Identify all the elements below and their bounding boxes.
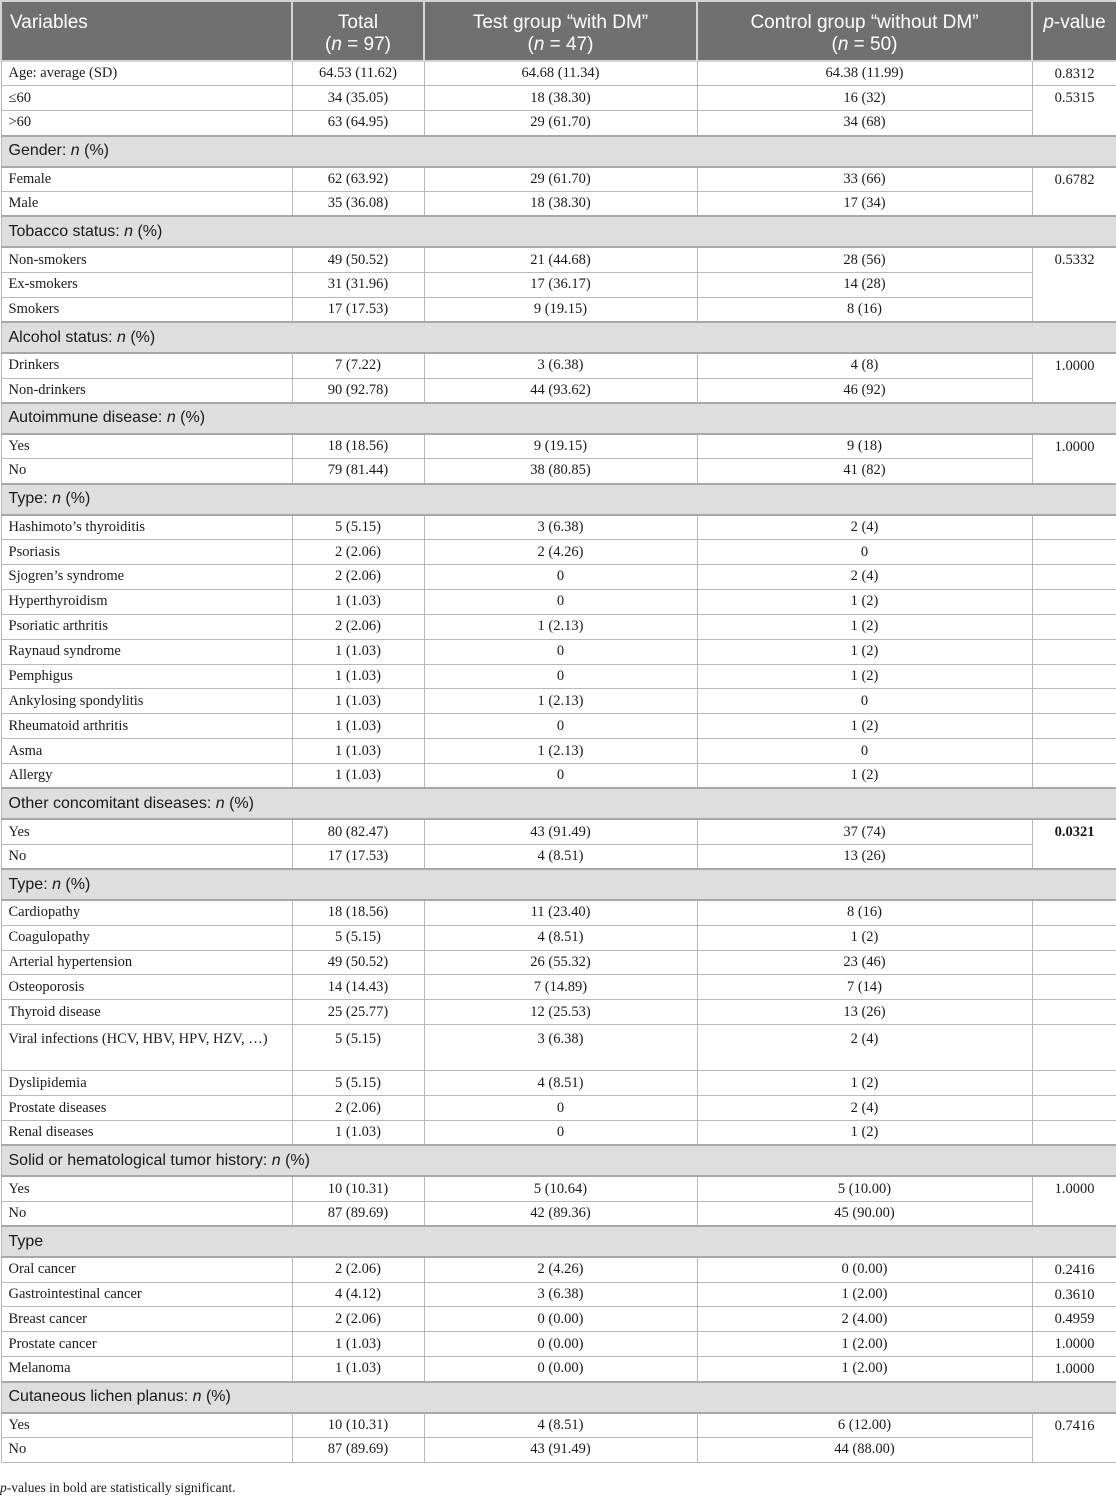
p-value-cell: 1.0000 — [1032, 1176, 1116, 1226]
total-cell: 1 (1.03) — [292, 639, 424, 664]
table-row — [1, 1332, 1116, 1357]
section-header-row — [1, 403, 1116, 434]
total-cell: 49 (50.52) — [292, 247, 424, 272]
table-row — [1, 1438, 1116, 1463]
test-group-cell: 3 (6.38) — [424, 353, 697, 378]
header-variables: Variables — [1, 1, 292, 61]
total-cell: 10 (10.31) — [292, 1176, 424, 1201]
total-cell: 17 (17.53) — [292, 844, 424, 869]
row-label: No — [1, 459, 292, 484]
row-label: Yes — [1, 434, 292, 459]
p-value-cell: 0.8312 — [1032, 61, 1116, 86]
row-label: Breast cancer — [1, 1307, 292, 1332]
row-label: Male — [1, 192, 292, 217]
section-header-row — [1, 869, 1116, 900]
test-group-cell: 0 — [424, 639, 697, 664]
total-cell: 1 (1.03) — [292, 1332, 424, 1357]
control-group-cell: 0 — [697, 739, 1032, 764]
p-value-cell — [1032, 1071, 1116, 1096]
section-header-row — [1, 216, 1116, 247]
total-cell: 87 (89.69) — [292, 1438, 424, 1463]
total-cell: 4 (4.12) — [292, 1282, 424, 1307]
total-cell: 2 (2.06) — [292, 564, 424, 589]
table-row — [1, 739, 1116, 764]
p-value-cell — [1032, 739, 1116, 764]
row-label: Allergy — [1, 764, 292, 789]
control-group-cell: 28 (56) — [697, 247, 1032, 272]
control-group-cell: 2 (4.00) — [697, 1307, 1032, 1332]
control-group-cell: 2 (4) — [697, 1096, 1032, 1121]
total-cell: 2 (2.06) — [292, 1257, 424, 1282]
table-row — [1, 1201, 1116, 1226]
control-group-cell: 16 (32) — [697, 86, 1032, 111]
control-group-cell: 13 (26) — [697, 844, 1032, 869]
total-cell: 62 (63.92) — [292, 167, 424, 192]
test-group-cell: 4 (8.51) — [424, 1413, 697, 1438]
total-cell: 18 (18.56) — [292, 900, 424, 925]
control-group-cell: 8 (16) — [697, 297, 1032, 322]
table-row — [1, 86, 1116, 111]
table-row — [1, 925, 1116, 950]
row-label: Oral cancer — [1, 1257, 292, 1282]
row-label: Hashimoto’s thyroiditis — [1, 515, 292, 540]
row-label: Cardiopathy — [1, 900, 292, 925]
test-group-cell: 2 (4.26) — [424, 540, 697, 565]
p-value-cell: 0.7416 — [1032, 1413, 1116, 1463]
total-cell: 1 (1.03) — [292, 1357, 424, 1382]
table-row — [1, 844, 1116, 869]
control-group-cell: 9 (18) — [697, 434, 1032, 459]
test-group-cell: 38 (80.85) — [424, 459, 697, 484]
total-cell: 5 (5.15) — [292, 1025, 424, 1071]
p-value-cell — [1032, 714, 1116, 739]
table-row — [1, 1000, 1116, 1025]
total-cell: 1 (1.03) — [292, 739, 424, 764]
table-footnote: p-values in bold are statistically significant. — [0, 1480, 236, 1495]
row-label: Yes — [1, 1413, 292, 1438]
section-label: Alcohol status: n (%) — [1, 322, 1116, 353]
table-row — [1, 247, 1116, 272]
section-header-row — [1, 1145, 1116, 1176]
p-value-cell — [1032, 900, 1116, 925]
p-value-cell — [1032, 1096, 1116, 1121]
header-p-value: p-value — [1032, 1, 1116, 61]
control-group-cell: 2 (4) — [697, 515, 1032, 540]
control-group-cell: 34 (68) — [697, 111, 1032, 136]
total-cell: 2 (2.06) — [292, 540, 424, 565]
total-cell: 18 (18.56) — [292, 434, 424, 459]
test-group-cell: 5 (10.64) — [424, 1176, 697, 1201]
test-group-cell: 29 (61.70) — [424, 111, 697, 136]
row-label: No — [1, 1201, 292, 1226]
test-group-cell: 44 (93.62) — [424, 378, 697, 403]
total-cell: 1 (1.03) — [292, 664, 424, 689]
section-label: Gender: n (%) — [1, 136, 1116, 167]
row-label: No — [1, 1438, 292, 1463]
table-row — [1, 111, 1116, 136]
total-cell: 5 (5.15) — [292, 925, 424, 950]
test-group-cell: 1 (2.13) — [424, 614, 697, 639]
row-label: Arterial hypertension — [1, 950, 292, 975]
header-control-title: Control group “without DM” — [750, 12, 979, 33]
control-group-cell: 44 (88.00) — [697, 1438, 1032, 1463]
table-row — [1, 1096, 1116, 1121]
row-label: Prostate diseases — [1, 1096, 292, 1121]
row-label: Ex-smokers — [1, 272, 292, 297]
test-group-cell: 29 (61.70) — [424, 167, 697, 192]
test-group-cell: 7 (14.89) — [424, 975, 697, 1000]
test-group-cell: 4 (8.51) — [424, 925, 697, 950]
test-group-cell: 2 (4.26) — [424, 1257, 697, 1282]
p-value-cell — [1032, 564, 1116, 589]
control-group-cell: 0 — [697, 540, 1032, 565]
header-total — [292, 1, 424, 61]
test-group-cell: 64.68 (11.34) — [424, 61, 697, 86]
row-label: Psoriatic arthritis — [1, 614, 292, 639]
control-group-cell: 1 (2) — [697, 764, 1032, 789]
control-group-cell: 5 (10.00) — [697, 1176, 1032, 1201]
control-group-cell: 6 (12.00) — [697, 1413, 1032, 1438]
total-cell: 79 (81.44) — [292, 459, 424, 484]
p-value-cell: 0.5315 — [1032, 86, 1116, 136]
p-value-cell — [1032, 589, 1116, 614]
table-row — [1, 900, 1116, 925]
row-label: Asma — [1, 739, 292, 764]
control-group-cell: 64.38 (11.99) — [697, 61, 1032, 86]
row-label: Hyperthyroidism — [1, 589, 292, 614]
section-header-row — [1, 484, 1116, 515]
row-label: Thyroid disease — [1, 1000, 292, 1025]
row-label: Yes — [1, 819, 292, 844]
control-group-cell: 2 (4) — [697, 564, 1032, 589]
table-row — [1, 1025, 1116, 1071]
table-row — [1, 1357, 1116, 1382]
row-label: Pemphigus — [1, 664, 292, 689]
total-cell: 5 (5.15) — [292, 515, 424, 540]
total-cell: 1 (1.03) — [292, 714, 424, 739]
table-row — [1, 61, 1116, 86]
test-group-cell: 43 (91.49) — [424, 819, 697, 844]
section-label: Type: n (%) — [1, 484, 1116, 515]
p-value-cell — [1032, 1121, 1116, 1146]
control-group-cell: 2 (4) — [697, 1025, 1032, 1071]
p-value-cell — [1032, 639, 1116, 664]
total-cell: 2 (2.06) — [292, 614, 424, 639]
row-label: ≤60 — [1, 86, 292, 111]
test-group-cell: 9 (19.15) — [424, 297, 697, 322]
control-group-cell: 1 (2) — [697, 664, 1032, 689]
table-row — [1, 639, 1116, 664]
total-cell: 35 (36.08) — [292, 192, 424, 217]
row-label: >60 — [1, 111, 292, 136]
row-label: Sjogren’s syndrome — [1, 564, 292, 589]
test-group-cell: 0 — [424, 1096, 697, 1121]
row-label: Psoriasis — [1, 540, 292, 565]
test-group-cell: 3 (6.38) — [424, 1025, 697, 1071]
table-row — [1, 714, 1116, 739]
p-value-cell: 0.6782 — [1032, 167, 1116, 217]
section-label: Solid or hematological tumor history: n (%) — [1, 1145, 1116, 1176]
test-group-cell: 26 (55.32) — [424, 950, 697, 975]
row-label: Yes — [1, 1176, 292, 1201]
p-value-cell: 1.0000 — [1032, 434, 1116, 484]
p-value-cell — [1032, 515, 1116, 540]
test-group-cell: 43 (91.49) — [424, 1438, 697, 1463]
test-group-cell: 21 (44.68) — [424, 247, 697, 272]
header-test-n: (n = 47) — [527, 34, 594, 55]
total-cell: 31 (31.96) — [292, 272, 424, 297]
header-control-group — [697, 1, 1032, 61]
test-group-cell: 18 (38.30) — [424, 86, 697, 111]
p-value-cell — [1032, 689, 1116, 714]
table-row — [1, 272, 1116, 297]
p-value-cell — [1032, 1000, 1116, 1025]
table-row — [1, 378, 1116, 403]
table-row — [1, 664, 1116, 689]
control-group-cell: 0 — [697, 689, 1032, 714]
table-row — [1, 297, 1116, 322]
control-group-cell: 37 (74) — [697, 819, 1032, 844]
total-cell: 7 (7.22) — [292, 353, 424, 378]
control-group-cell: 45 (90.00) — [697, 1201, 1032, 1226]
row-label: Smokers — [1, 297, 292, 322]
control-group-cell: 1 (2) — [697, 589, 1032, 614]
p-value-cell — [1032, 664, 1116, 689]
table-row — [1, 1257, 1116, 1282]
p-value-cell — [1032, 614, 1116, 639]
table-row — [1, 819, 1116, 844]
row-label: Melanoma — [1, 1357, 292, 1382]
test-group-cell: 0 (0.00) — [424, 1307, 697, 1332]
table-row — [1, 764, 1116, 789]
total-cell: 1 (1.03) — [292, 589, 424, 614]
control-group-cell: 1 (2) — [697, 1121, 1032, 1146]
table-body — [1, 61, 1116, 1462]
table-row — [1, 434, 1116, 459]
section-label: Cutaneous lichen planus: n (%) — [1, 1382, 1116, 1413]
control-group-cell: 8 (16) — [697, 900, 1032, 925]
test-group-cell: 0 (0.00) — [424, 1357, 697, 1382]
table-row — [1, 1071, 1116, 1096]
p-value-cell: 0.0321 — [1032, 819, 1116, 869]
p-value-cell — [1032, 975, 1116, 1000]
header-control-n: (n = 50) — [831, 34, 898, 55]
control-group-cell: 1 (2) — [697, 614, 1032, 639]
p-value-cell — [1032, 1025, 1116, 1071]
control-group-cell: 13 (26) — [697, 1000, 1032, 1025]
control-group-cell: 1 (2.00) — [697, 1332, 1032, 1357]
row-label: Coagulopathy — [1, 925, 292, 950]
table-row — [1, 1121, 1116, 1146]
row-label: Raynaud syndrome — [1, 639, 292, 664]
test-group-cell: 1 (2.13) — [424, 739, 697, 764]
p-value-cell: 0.5332 — [1032, 247, 1116, 322]
total-cell: 34 (35.05) — [292, 86, 424, 111]
test-group-cell: 4 (8.51) — [424, 844, 697, 869]
section-header-row — [1, 322, 1116, 353]
table-row — [1, 1282, 1116, 1307]
test-group-cell: 0 — [424, 664, 697, 689]
total-cell: 1 (1.03) — [292, 1121, 424, 1146]
test-group-cell: 3 (6.38) — [424, 515, 697, 540]
p-value-cell: 1.0000 — [1032, 1357, 1116, 1382]
test-group-cell: 4 (8.51) — [424, 1071, 697, 1096]
p-value-cell: 0.2416 — [1032, 1257, 1116, 1282]
control-group-cell: 1 (2.00) — [697, 1282, 1032, 1307]
p-value-cell: 1.0000 — [1032, 1332, 1116, 1357]
table-row — [1, 950, 1116, 975]
table-row — [1, 614, 1116, 639]
section-header-row — [1, 136, 1116, 167]
row-label: Prostate cancer — [1, 1332, 292, 1357]
table-row — [1, 1307, 1116, 1332]
control-group-cell: 33 (66) — [697, 167, 1032, 192]
control-group-cell: 1 (2.00) — [697, 1357, 1032, 1382]
table-row — [1, 459, 1116, 484]
header-test-group — [424, 1, 697, 61]
row-label: Dyslipidemia — [1, 1071, 292, 1096]
control-group-cell: 41 (82) — [697, 459, 1032, 484]
table-row — [1, 1413, 1116, 1438]
test-group-cell: 0 — [424, 589, 697, 614]
total-cell: 25 (25.77) — [292, 1000, 424, 1025]
row-label: Renal diseases — [1, 1121, 292, 1146]
header-test-title: Test group “with DM” — [472, 12, 649, 33]
test-group-cell: 3 (6.38) — [424, 1282, 697, 1307]
test-group-cell: 0 — [424, 764, 697, 789]
test-group-cell: 0 (0.00) — [424, 1332, 697, 1357]
p-value-cell — [1032, 540, 1116, 565]
section-label: Type — [1, 1226, 1116, 1257]
row-label: Drinkers — [1, 353, 292, 378]
test-group-cell: 12 (25.53) — [424, 1000, 697, 1025]
total-cell: 64.53 (11.62) — [292, 61, 424, 86]
test-group-cell: 0 — [424, 1121, 697, 1146]
table-row — [1, 192, 1116, 217]
test-group-cell: 11 (23.40) — [424, 900, 697, 925]
control-group-cell: 23 (46) — [697, 950, 1032, 975]
table-row — [1, 1176, 1116, 1201]
control-group-cell: 0 (0.00) — [697, 1257, 1032, 1282]
total-cell: 90 (92.78) — [292, 378, 424, 403]
table-row — [1, 167, 1116, 192]
table-row — [1, 975, 1116, 1000]
section-label: Other concomitant diseases: n (%) — [1, 788, 1116, 819]
test-group-cell: 18 (38.30) — [424, 192, 697, 217]
row-label: Non-drinkers — [1, 378, 292, 403]
test-group-cell: 1 (2.13) — [424, 689, 697, 714]
table-row — [1, 589, 1116, 614]
p-value-cell — [1032, 950, 1116, 975]
test-group-cell: 9 (19.15) — [424, 434, 697, 459]
total-cell: 17 (17.53) — [292, 297, 424, 322]
row-label: Ankylosing spondylitis — [1, 689, 292, 714]
total-cell: 49 (50.52) — [292, 950, 424, 975]
total-cell: 87 (89.69) — [292, 1201, 424, 1226]
header-total-n: (n = 97) — [324, 34, 392, 55]
section-header-row — [1, 1226, 1116, 1257]
control-group-cell: 1 (2) — [697, 1071, 1032, 1096]
p-value-cell: 1.0000 — [1032, 353, 1116, 403]
table-header-row — [1, 1, 1116, 61]
section-label: Type: n (%) — [1, 869, 1116, 900]
test-group-cell: 42 (89.36) — [424, 1201, 697, 1226]
total-cell: 80 (82.47) — [292, 819, 424, 844]
section-header-row — [1, 1382, 1116, 1413]
p-value-cell — [1032, 925, 1116, 950]
table-row — [1, 564, 1116, 589]
total-cell: 1 (1.03) — [292, 764, 424, 789]
row-label: Age: average (SD) — [1, 61, 292, 86]
row-label: No — [1, 844, 292, 869]
control-group-cell: 14 (28) — [697, 272, 1032, 297]
control-group-cell: 1 (2) — [697, 925, 1032, 950]
control-group-cell: 1 (2) — [697, 639, 1032, 664]
table-row — [1, 515, 1116, 540]
test-group-cell: 0 — [424, 714, 697, 739]
row-label: Osteoporosis — [1, 975, 292, 1000]
control-group-cell: 1 (2) — [697, 714, 1032, 739]
control-group-cell: 46 (92) — [697, 378, 1032, 403]
row-label: Female — [1, 167, 292, 192]
p-value-cell — [1032, 764, 1116, 789]
section-header-row — [1, 788, 1116, 819]
control-group-cell: 17 (34) — [697, 192, 1032, 217]
row-label: Viral infections (HCV, HBV, HPV, HZV, …) — [1, 1025, 292, 1071]
total-cell: 5 (5.15) — [292, 1071, 424, 1096]
total-cell: 2 (2.06) — [292, 1096, 424, 1121]
total-cell: 10 (10.31) — [292, 1413, 424, 1438]
section-label: Autoimmune disease: n (%) — [1, 403, 1116, 434]
test-group-cell: 17 (36.17) — [424, 272, 697, 297]
p-value-cell: 0.4959 — [1032, 1307, 1116, 1332]
table-row — [1, 689, 1116, 714]
control-group-cell: 4 (8) — [697, 353, 1032, 378]
row-label: Non-smokers — [1, 247, 292, 272]
total-cell: 1 (1.03) — [292, 689, 424, 714]
total-cell: 63 (64.95) — [292, 111, 424, 136]
control-group-cell: 7 (14) — [697, 975, 1032, 1000]
table-row — [1, 540, 1116, 565]
row-label: Gastrointestinal cancer — [1, 1282, 292, 1307]
p-value-cell: 0.3610 — [1032, 1282, 1116, 1307]
row-label: Rheumatoid arthritis — [1, 714, 292, 739]
total-cell: 2 (2.06) — [292, 1307, 424, 1332]
test-group-cell: 0 — [424, 564, 697, 589]
section-label: Tobacco status: n (%) — [1, 216, 1116, 247]
total-cell: 14 (14.43) — [292, 975, 424, 1000]
header-total-title: Total — [337, 12, 379, 33]
table-row — [1, 353, 1116, 378]
